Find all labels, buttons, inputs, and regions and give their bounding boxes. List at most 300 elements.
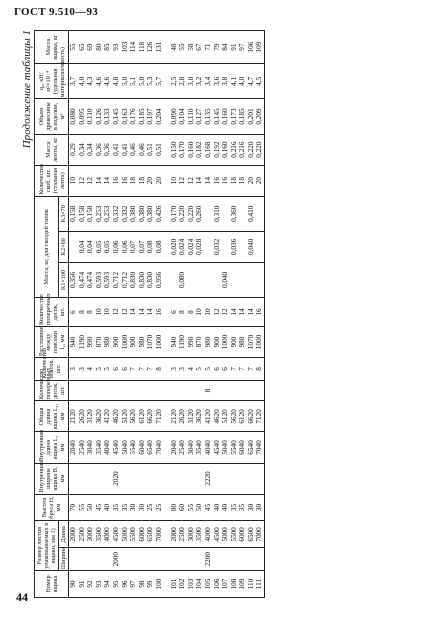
table-cell bbox=[95, 380, 104, 401]
table-cell bbox=[238, 231, 247, 262]
table-cell bbox=[238, 463, 247, 494]
table-cell bbox=[155, 463, 164, 494]
table-cell: 4040 bbox=[103, 432, 112, 463]
table-cell: 1070 bbox=[247, 327, 256, 358]
table-row bbox=[195, 31, 204, 598]
table-cell: 106 bbox=[247, 31, 256, 64]
table-cell: 8 bbox=[187, 298, 196, 327]
table-cell: 5040 bbox=[221, 432, 230, 463]
table-cell: 2000 bbox=[170, 521, 179, 548]
table-cell: 0,170 bbox=[170, 196, 179, 231]
table-cell: 0,201 bbox=[247, 99, 256, 134]
table-cell bbox=[78, 380, 87, 401]
table-cell: 900 bbox=[230, 327, 239, 358]
table-cell: 0,145 bbox=[213, 99, 222, 134]
table-cell bbox=[221, 380, 230, 401]
table-cell bbox=[238, 196, 247, 231]
table-cell: 7 bbox=[238, 358, 247, 381]
table-cell: 0,380 bbox=[146, 196, 155, 231]
table-cell bbox=[103, 380, 112, 401]
table-row bbox=[170, 31, 179, 598]
table-cell: 3620 bbox=[95, 401, 104, 432]
table-cell: 3120 bbox=[86, 401, 95, 432]
table-cell: 0,830 bbox=[138, 262, 147, 297]
table-cell: 10 bbox=[69, 165, 78, 196]
table-cell bbox=[112, 380, 121, 401]
table-cell: 107 bbox=[221, 571, 230, 598]
table-cell: 6620 bbox=[247, 401, 256, 432]
table-cell: 0,712 bbox=[112, 262, 121, 297]
table-cell: 7040 bbox=[155, 432, 164, 463]
table-cell: 14 bbox=[195, 165, 204, 196]
table-cell: 6620 bbox=[146, 401, 155, 432]
table-cell: 0,145 bbox=[112, 99, 121, 134]
table-cell bbox=[78, 548, 87, 571]
table-cell: 5,1 bbox=[129, 64, 138, 99]
col-header-4: Внутренняя ширина ящика B, мм bbox=[35, 463, 69, 494]
table-cell bbox=[204, 196, 213, 231]
table-cell: 5000 bbox=[121, 521, 130, 548]
table-cell: 6 bbox=[170, 298, 179, 327]
table-cell: 0,426 bbox=[155, 196, 164, 231]
table-cell bbox=[247, 380, 256, 401]
table-cell: 85 bbox=[103, 31, 112, 64]
table-cell: 5120 bbox=[121, 401, 130, 432]
table-cell: 0,135 bbox=[204, 99, 213, 134]
table-cell bbox=[86, 380, 95, 401]
table-cell: 0,080 bbox=[178, 262, 187, 297]
table-cell: 90 bbox=[69, 571, 78, 598]
table-cell: 0,040 bbox=[221, 262, 230, 297]
table-cell: 0,163 bbox=[121, 99, 130, 134]
table-cell: 0,51 bbox=[146, 134, 155, 165]
table-cell: 2120 bbox=[170, 401, 179, 432]
table-cell: 2000 bbox=[112, 548, 121, 571]
table-cell bbox=[213, 380, 222, 401]
table-cell: 0,830 bbox=[146, 262, 155, 297]
table-cell: 0,158 bbox=[69, 196, 78, 231]
col-header-3: Высота бруса H, мм bbox=[35, 494, 69, 521]
table-cell: 900 bbox=[213, 327, 222, 358]
table-cell bbox=[247, 463, 256, 494]
table-cell: 6040 bbox=[138, 432, 147, 463]
table-cell: 5500 bbox=[129, 521, 138, 548]
table-cell: 0,036 bbox=[230, 231, 239, 262]
table-cell: 4620 bbox=[213, 401, 222, 432]
table-cell: 0,110 bbox=[187, 99, 196, 134]
table-cell: 18 bbox=[238, 165, 247, 196]
table-cell: 900 bbox=[129, 327, 138, 358]
table-cell: 0,095 bbox=[78, 99, 87, 134]
table-cell: 980 bbox=[103, 327, 112, 358]
table-cell: 0,956 bbox=[155, 262, 164, 297]
table-cell: 3 bbox=[170, 358, 179, 381]
table-cell: 55 bbox=[187, 494, 196, 521]
table-cell: 0,020 bbox=[170, 231, 179, 262]
table-cell: 0,028 bbox=[195, 231, 204, 262]
table-cell: 8 bbox=[155, 358, 164, 381]
table-cell: 35 bbox=[121, 494, 130, 521]
table-cell bbox=[178, 548, 187, 571]
table-cell bbox=[187, 262, 196, 297]
table-cell: 900 bbox=[112, 327, 121, 358]
table-cell: 3,0 bbox=[187, 64, 196, 99]
table-cell: 0,182 bbox=[195, 134, 204, 165]
table-cell: 5,0 bbox=[121, 64, 130, 99]
table-cell bbox=[213, 262, 222, 297]
table-cell bbox=[86, 548, 95, 571]
table-cell: 40 bbox=[213, 494, 222, 521]
table-cell: 5 bbox=[195, 358, 204, 381]
table-cell: 3 bbox=[78, 358, 87, 381]
table-cell: 0,474 bbox=[86, 262, 95, 297]
table-cell: 7 bbox=[146, 358, 155, 381]
table-cell: 3620 bbox=[195, 401, 204, 432]
table-cell: 3540 bbox=[195, 432, 204, 463]
table-cell: 111 bbox=[255, 571, 264, 598]
table-cell: 940 bbox=[170, 327, 179, 358]
table-cell: 940 bbox=[69, 327, 78, 358]
table-cell: 990 bbox=[187, 327, 196, 358]
table-cell: 3120 bbox=[187, 401, 196, 432]
table-row bbox=[255, 31, 264, 598]
table-cell: 3000 bbox=[86, 521, 95, 548]
table-cell: 0,110 bbox=[86, 99, 95, 134]
table-cell: 30 bbox=[129, 494, 138, 521]
table-cell: 14 bbox=[129, 298, 138, 327]
table-cell: 97 bbox=[238, 31, 247, 64]
table-cell: 14 bbox=[146, 298, 155, 327]
table-cell: 0,160 bbox=[187, 134, 196, 165]
table-cell: 0,260 bbox=[195, 196, 204, 231]
table-row bbox=[95, 31, 104, 598]
table-cell: 0,34 bbox=[78, 134, 87, 165]
table-cell: 118 bbox=[138, 31, 147, 64]
table-cell: 14 bbox=[204, 165, 213, 196]
table-cell: 4,0 bbox=[78, 64, 87, 99]
table-cell: 3,8 bbox=[221, 64, 230, 99]
table-cell: 16 bbox=[255, 298, 264, 327]
table-cell: 2620 bbox=[78, 401, 87, 432]
table-cell: 5 bbox=[103, 358, 112, 381]
table-row bbox=[103, 31, 112, 598]
table-cell: 10 bbox=[103, 298, 112, 327]
table-cell: 91 bbox=[78, 571, 87, 598]
col-header-0: Номер ящика bbox=[35, 571, 69, 598]
table-cell: 16 bbox=[221, 165, 230, 196]
table-cell bbox=[170, 548, 179, 571]
table-cell: 2220 bbox=[204, 463, 213, 494]
table-cell: 6500 bbox=[247, 521, 256, 548]
table-cell: 98 bbox=[138, 571, 147, 598]
table-cell: 104 bbox=[195, 571, 204, 598]
table-cell: 3,2 bbox=[195, 64, 204, 99]
table-cell: 55 bbox=[69, 31, 78, 64]
table-cell: 0,133 bbox=[103, 99, 112, 134]
table-cell: 6000 bbox=[138, 521, 147, 548]
table-cell: 6540 bbox=[247, 432, 256, 463]
table-cell: 0,332 bbox=[112, 196, 121, 231]
table-cell bbox=[178, 463, 187, 494]
table-cell: 109 bbox=[238, 571, 247, 598]
table-cell: 980 bbox=[138, 327, 147, 358]
table-cell: 0,168 bbox=[204, 134, 213, 165]
table-cell: 4620 bbox=[112, 401, 121, 432]
table-cell: 12 bbox=[86, 165, 95, 196]
table-cell: 14 bbox=[138, 298, 147, 327]
table-cell: 2500 bbox=[178, 521, 187, 548]
table-cell: 6 bbox=[221, 358, 230, 381]
table-cell: 95 bbox=[112, 571, 121, 598]
table-cell: 0,220 bbox=[255, 134, 264, 165]
table-cell: 14 bbox=[247, 298, 256, 327]
table-cell: 4,7 bbox=[247, 64, 256, 99]
table-cell: 7 bbox=[129, 358, 138, 381]
table-cell: 0,185 bbox=[138, 99, 147, 134]
table-cell: 6 bbox=[112, 358, 121, 381]
table-cell: 4,0 bbox=[238, 64, 247, 99]
table-cell: 4540 bbox=[213, 432, 222, 463]
table-cell: 0,830 bbox=[129, 262, 138, 297]
table-cell bbox=[121, 463, 130, 494]
table-cell: 2620 bbox=[178, 401, 187, 432]
group-header-size: Размер листов упаковываемых в ящики, мм 1) bbox=[36, 522, 57, 569]
table-cell: 4 bbox=[187, 358, 196, 381]
table-cell: 0,410 bbox=[247, 196, 256, 231]
table-cell: 12 bbox=[187, 165, 196, 196]
table-cell bbox=[170, 262, 179, 297]
col-header-12: K2×60 bbox=[59, 231, 69, 262]
table-cell: 3 bbox=[69, 358, 78, 381]
table-cell: 5,0 bbox=[138, 64, 147, 99]
table-cell bbox=[187, 548, 196, 571]
table-cell: 6 bbox=[213, 358, 222, 381]
table-cell bbox=[247, 262, 256, 297]
table-cell: 70 bbox=[69, 494, 78, 521]
table-cell: 0,220 bbox=[178, 196, 187, 231]
table-cell: 3040 bbox=[86, 432, 95, 463]
table-cell bbox=[230, 262, 239, 297]
table-cell bbox=[121, 548, 130, 571]
table-cell: 8 bbox=[255, 358, 264, 381]
table-cell: 0,158 bbox=[86, 196, 95, 231]
table-cell: 14 bbox=[95, 165, 104, 196]
table-cell: 105 bbox=[204, 571, 213, 598]
table-cell: 18 bbox=[138, 165, 147, 196]
table-cell: 10 bbox=[204, 298, 213, 327]
table-cell: 8 bbox=[204, 380, 213, 401]
table-cell: 3540 bbox=[95, 432, 104, 463]
table-cell: 1000 bbox=[255, 327, 264, 358]
table-cell bbox=[69, 548, 78, 571]
table-row bbox=[112, 31, 121, 598]
table-cell: 110 bbox=[247, 571, 256, 598]
table-cell: 20 bbox=[155, 165, 164, 196]
table-cell: 65 bbox=[78, 31, 87, 64]
table-cell: 2,8 bbox=[178, 64, 187, 99]
table-cell: 80 bbox=[95, 31, 104, 64]
table-body bbox=[69, 31, 265, 598]
table-cell: 4500 bbox=[112, 521, 121, 548]
table-cell: 0,220 bbox=[247, 134, 256, 165]
table-cell: 3 bbox=[178, 358, 187, 381]
col-header-1: Ширина bbox=[60, 547, 67, 570]
table-row bbox=[230, 31, 239, 598]
table-cell: 5000 bbox=[221, 521, 230, 548]
table-cell: 0,176 bbox=[129, 99, 138, 134]
table-cell: 0,36 bbox=[103, 134, 112, 165]
table-cell: 5,3 bbox=[146, 64, 155, 99]
table-row bbox=[221, 31, 230, 598]
table-cell bbox=[195, 463, 204, 494]
table-cell: 0,04 bbox=[86, 231, 95, 262]
table-cell: 79 bbox=[213, 31, 222, 64]
table-cell: 4,6 bbox=[95, 64, 104, 99]
table-cell: 94 bbox=[103, 571, 112, 598]
table-cell: 0,204 bbox=[155, 99, 164, 134]
table-cell: 80 bbox=[170, 494, 179, 521]
table-cell: 30 bbox=[138, 494, 147, 521]
table-cell bbox=[178, 380, 187, 401]
table-cell: 0,040 bbox=[247, 231, 256, 262]
table-cell: 3040 bbox=[187, 432, 196, 463]
table-cell bbox=[204, 262, 213, 297]
table-cell bbox=[69, 231, 78, 262]
table-cell: 0,06 bbox=[112, 231, 121, 262]
table-cell bbox=[221, 231, 230, 262]
table-cell: 7000 bbox=[255, 521, 264, 548]
table-row bbox=[121, 31, 130, 598]
table-cell: 4000 bbox=[103, 521, 112, 548]
table-cell: 0,05 bbox=[95, 231, 104, 262]
table-cell: 0,712 bbox=[121, 262, 130, 297]
table-cell: 5040 bbox=[121, 432, 130, 463]
table-cell: 0,209 bbox=[255, 99, 264, 134]
table-cell: 106 bbox=[213, 571, 222, 598]
table-cell: 2000 bbox=[69, 521, 78, 548]
table-cell: 0,380 bbox=[129, 196, 138, 231]
table-cell: 3,7 bbox=[69, 64, 78, 99]
col-header-8: Количество поясов, шт. bbox=[35, 358, 69, 381]
table-cell bbox=[247, 548, 256, 571]
col-header-6: Общая длина ящика L₁, мм bbox=[35, 401, 69, 432]
table-cell bbox=[238, 262, 247, 297]
table-cell: 4540 bbox=[112, 432, 121, 463]
table-cell: 35 bbox=[238, 494, 247, 521]
table-cell: 1190 bbox=[78, 327, 87, 358]
table-cell: 3500 bbox=[195, 521, 204, 548]
table-cell: 100 bbox=[155, 571, 164, 598]
table-cell: 71 bbox=[204, 31, 213, 64]
table-cell: 12 bbox=[112, 298, 121, 327]
table-cell: 4,5 bbox=[255, 64, 264, 99]
table-cell: 45 bbox=[204, 494, 213, 521]
table-cell: 990 bbox=[86, 327, 95, 358]
table-cell: 4,3 bbox=[86, 64, 95, 99]
col-header-2: Длина bbox=[59, 521, 69, 548]
col-header-13: K3×70 bbox=[59, 196, 69, 231]
table-row bbox=[69, 31, 78, 598]
table-cell bbox=[146, 380, 155, 401]
table-cell bbox=[138, 380, 147, 401]
table-cell: 126 bbox=[146, 31, 155, 64]
table-cell: 2,5 bbox=[170, 64, 179, 99]
table-cell: 3500 bbox=[95, 521, 104, 548]
col-header-14: Количество скоб, шт. (стальная лента) bbox=[35, 165, 69, 196]
table-cell: 0,080 bbox=[69, 99, 78, 134]
table-cell: 10 bbox=[170, 165, 179, 196]
table-cell: 101 bbox=[170, 571, 179, 598]
table-cell bbox=[187, 380, 196, 401]
table-cell: 5 bbox=[95, 358, 104, 381]
table-cell: 30 bbox=[255, 494, 264, 521]
table-cell: 93 bbox=[112, 31, 121, 64]
table-cell: 3,6 bbox=[213, 64, 222, 99]
table-cell: 0,090 bbox=[170, 99, 179, 134]
table-cell bbox=[103, 463, 112, 494]
table-cell: 6120 bbox=[138, 401, 147, 432]
table-cell: 14 bbox=[230, 298, 239, 327]
table-cell: 69 bbox=[86, 31, 95, 64]
table-cell bbox=[187, 463, 196, 494]
table-cell: 16 bbox=[155, 298, 164, 327]
table-row bbox=[86, 31, 95, 598]
table-cell: 0,253 bbox=[103, 196, 112, 231]
table-cell bbox=[230, 463, 239, 494]
table-cell: 2200 bbox=[204, 548, 213, 571]
table-cell: 5620 bbox=[230, 401, 239, 432]
table-row bbox=[178, 31, 187, 598]
col-header-15: Масса ленты, кг bbox=[35, 134, 69, 165]
table-cell: 20 bbox=[247, 165, 256, 196]
table-cell bbox=[155, 548, 164, 571]
table-cell: 1000 bbox=[121, 327, 130, 358]
table-cell: 12 bbox=[178, 165, 187, 196]
table-cell: 45 bbox=[95, 494, 104, 521]
table-cell: 0,593 bbox=[95, 262, 104, 297]
table-row bbox=[78, 31, 87, 598]
table-cell: 0,253 bbox=[95, 196, 104, 231]
table-cell: 2040 bbox=[69, 432, 78, 463]
table-cell: 0,29 bbox=[69, 134, 78, 165]
table-cell bbox=[95, 548, 104, 571]
table-cell: 12 bbox=[78, 165, 87, 196]
table-cell bbox=[146, 463, 155, 494]
table-cell bbox=[69, 463, 78, 494]
table-cell bbox=[213, 548, 222, 571]
table-cell: 0,126 bbox=[95, 99, 104, 134]
table-cell: 0,024 bbox=[178, 231, 187, 262]
table-cell bbox=[255, 380, 264, 401]
table-cell: 6120 bbox=[238, 401, 247, 432]
table-cell bbox=[230, 380, 239, 401]
table-cell: 93 bbox=[95, 571, 104, 598]
table-cell: 114 bbox=[129, 31, 138, 64]
table-cell: 50 bbox=[86, 494, 95, 521]
table-cell: 108 bbox=[230, 571, 239, 598]
table-cell: 2540 bbox=[178, 432, 187, 463]
table-cell: 7120 bbox=[155, 401, 164, 432]
table-cell: 0,593 bbox=[103, 262, 112, 297]
table-cell: 0,08 bbox=[155, 231, 164, 262]
table-cell bbox=[129, 463, 138, 494]
table-cell bbox=[230, 548, 239, 571]
table-cell: 6040 bbox=[238, 432, 247, 463]
page-number: 44 bbox=[16, 590, 28, 604]
table-cell bbox=[86, 463, 95, 494]
table-cell: 0,160 bbox=[221, 99, 230, 134]
table-cell bbox=[238, 548, 247, 571]
